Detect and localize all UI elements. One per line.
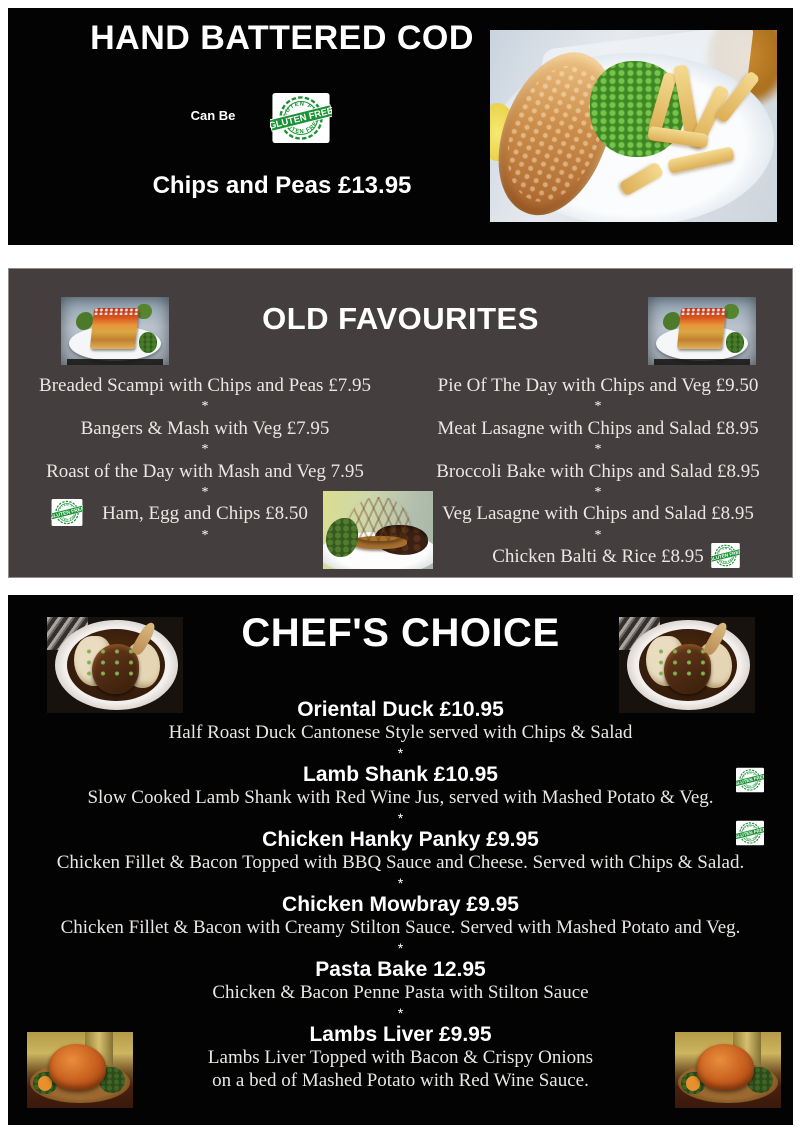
chef-item-description: on a bed of Mashed Potato with Red Wine Sauce.: [212, 1070, 589, 1091]
separator-star: *: [594, 484, 602, 500]
herb-garnish: [654, 646, 714, 682]
roast-chicken-photo: [675, 1032, 781, 1108]
separator-star: *: [594, 442, 602, 458]
price-line: Chips and Peas £13.95: [152, 172, 412, 199]
chef-item-name: Lambs Liver £9.95: [309, 1023, 492, 1046]
broccoli: [139, 332, 157, 352]
chef-item: [8, 828, 793, 893]
gluten-free-badge-icon: [51, 499, 83, 526]
menu-item: Meat Lasagne with Chips and Salad £8.95: [437, 417, 759, 439]
menu-item: Pie Of The Day with Chips and Veg £9.50: [437, 375, 759, 396]
watermark-strip: [654, 359, 749, 365]
separator-star: *: [201, 399, 209, 415]
separator-star: *: [397, 1005, 404, 1021]
herb-garnish: [82, 646, 142, 682]
roast-chicken-photo: [27, 1032, 133, 1108]
gluten-free-badge-icon: [736, 765, 764, 795]
menu-item: Roast of the Day with Mash and Veg 7.95: [46, 460, 364, 482]
chef-item-name: Oriental Duck £10.95: [297, 698, 504, 721]
gluten-free-badge-icon: [711, 543, 740, 568]
roast-chicken: [697, 1044, 754, 1090]
section-title: HAND BATTERED COD: [90, 19, 474, 57]
menu-item: Broccoli Bake with Chips and Salad £8.95: [436, 460, 760, 482]
section-chefs-choice: [8, 595, 793, 1125]
menu-item: Chicken Balti & Rice £8.95: [492, 546, 704, 568]
fish-and-chips-photo: [490, 30, 777, 222]
chef-item-name: Chicken Hanky Panky £9.95: [262, 828, 539, 851]
watermark-strip: [67, 359, 162, 365]
lasagne-slice: [677, 308, 727, 349]
chef-item-name: Chicken Mowbray £9.95: [282, 893, 519, 916]
separator-star: *: [594, 399, 602, 415]
chef-item-name: Pasta Bake 12.95: [315, 958, 486, 981]
chef-item: [8, 698, 793, 763]
menu-item: Veg Lasagne with Chips and Salad £8.95: [442, 503, 754, 525]
basil-leaf: [663, 312, 680, 330]
menu-item: Breaded Scampi with Chips and Peas £7.95: [39, 375, 371, 396]
section-title: OLD FAVOURITES: [262, 301, 539, 336]
watercress: [326, 518, 358, 557]
separator-star: *: [397, 875, 404, 891]
separator-star: *: [397, 810, 404, 826]
chef-item-description: Half Roast Duck Cantonese Style served with Chips & Salad: [168, 722, 633, 743]
section-hand-battered-cod: [8, 8, 793, 245]
broccoli: [726, 332, 744, 352]
section-old-favourites: [8, 268, 793, 578]
separator-star: *: [397, 745, 404, 761]
chef-item-description: Chicken Fillet & Bacon with Creamy Stilton Sauce. Served with Mashed Potato and Veg.: [60, 917, 741, 938]
chef-item: [8, 893, 793, 958]
chef-item-description: Chicken Fillet & Bacon Topped with BBQ Sauce and Cheese. Served with Chips & Salad.: [56, 852, 745, 873]
separator-star: *: [201, 442, 209, 458]
can-be-label: Can Be: [190, 108, 236, 123]
chef-item-description: Chicken & Bacon Penne Pasta with Stilton Sauce: [212, 982, 589, 1003]
menu-item: Bangers & Mash with Veg £7.95: [80, 417, 330, 439]
gluten-free-badge-icon: [736, 818, 764, 848]
section-title: CHEF'S CHOICE: [241, 611, 560, 655]
chef-item-name: Lamb Shank £10.95: [303, 763, 498, 786]
separator-star: *: [397, 940, 404, 956]
roast-chicken: [49, 1044, 106, 1090]
chef-item: [8, 763, 793, 828]
chef-item-description: Slow Cooked Lamb Shank with Red Wine Jus, served with Mashed Potato & Veg.: [87, 787, 714, 808]
separator-star: *: [201, 484, 209, 500]
chef-item: [8, 958, 793, 1023]
menu-item: Ham, Egg and Chips £8.50: [102, 503, 308, 525]
steak-pie-photo: [323, 491, 433, 569]
lasagne-photo: [648, 297, 756, 365]
chef-item-description: Lambs Liver Topped with Bacon & Crispy Onions: [207, 1047, 594, 1068]
gluten-free-badge-icon: [270, 93, 332, 143]
separator-star: *: [201, 527, 209, 543]
menu-column-right: [402, 375, 794, 568]
separator-star: *: [594, 527, 602, 543]
